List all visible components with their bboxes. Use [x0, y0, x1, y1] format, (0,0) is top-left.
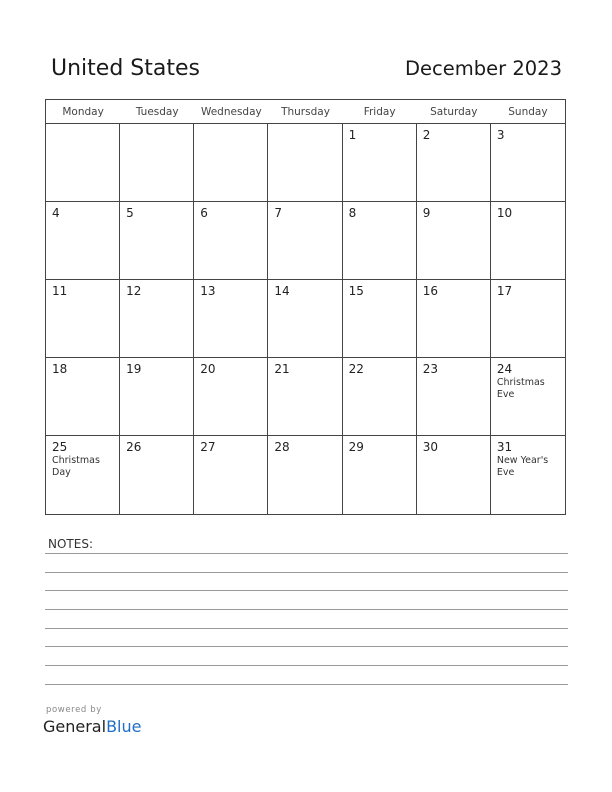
day-cell: [343, 280, 417, 357]
day-number: 16: [422, 284, 438, 298]
day-cell: [120, 280, 194, 357]
notes-line: [45, 628, 568, 629]
day-number: 30: [422, 440, 438, 454]
day-cell: [417, 202, 491, 279]
day-number: 14: [274, 284, 290, 298]
weekday-header: Tuesday: [135, 106, 179, 118]
day-number: 23: [422, 362, 438, 376]
day-number: 5: [126, 206, 134, 220]
holiday-label: Christmas Eve: [496, 377, 545, 400]
day-number: 18: [52, 362, 68, 376]
notes-line: [45, 609, 568, 610]
day-cell: [46, 124, 120, 201]
day-cell: [46, 280, 120, 357]
week-row: [46, 202, 565, 280]
country-title: United States: [51, 56, 200, 81]
day-number: 7: [274, 206, 283, 220]
day-cell: [268, 202, 342, 279]
day-number: 13: [200, 284, 216, 298]
day-cell: [491, 202, 565, 279]
notes-line: [45, 553, 568, 554]
week-row: [46, 358, 565, 436]
day-cell: [194, 436, 268, 514]
day-cell: [46, 436, 120, 514]
holiday-label: New Year's Eve: [496, 455, 549, 478]
notes-line: [45, 684, 568, 685]
day-cell: [343, 358, 417, 435]
day-number: 3: [496, 128, 505, 142]
day-number: 29: [348, 440, 364, 454]
day-cell: [491, 358, 565, 435]
day-cell: [194, 124, 268, 201]
day-cell: [417, 436, 491, 514]
day-number: 31: [496, 440, 513, 454]
day-cell: [343, 436, 417, 514]
brand-name-part2: Blue: [106, 717, 142, 736]
notes-line: [45, 572, 568, 573]
day-cell: [491, 436, 565, 514]
day-cell: [268, 436, 342, 514]
day-number: 26: [126, 440, 142, 454]
weekday-header: Friday: [363, 106, 396, 118]
day-number: 2: [422, 128, 431, 142]
day-number: 22: [348, 362, 364, 376]
day-cell: [46, 202, 120, 279]
weekday-header: Sunday: [508, 106, 548, 118]
day-cell: [343, 124, 417, 201]
day-number: 4: [52, 206, 60, 220]
day-number: 25: [52, 440, 68, 454]
notes-label: NOTES:: [48, 537, 93, 551]
day-cell: [343, 202, 417, 279]
day-number: 10: [496, 206, 513, 220]
day-number: 27: [200, 440, 216, 454]
day-number: 20: [200, 362, 216, 376]
notes-line: [45, 665, 568, 666]
week-row: [46, 436, 565, 514]
day-cell: [194, 358, 268, 435]
day-cell: [120, 358, 194, 435]
day-number: 8: [348, 206, 357, 220]
brand-name-part1: General: [43, 717, 107, 736]
notes-line: [45, 646, 568, 647]
weekday-header-row: [46, 100, 565, 124]
day-cell: [120, 436, 194, 514]
day-number: 6: [200, 206, 208, 220]
day-cell: [417, 124, 491, 201]
day-number: 1: [348, 128, 357, 142]
day-cell: [268, 358, 342, 435]
day-cell: [491, 124, 565, 201]
day-number: 28: [274, 440, 290, 454]
day-cell: [417, 358, 491, 435]
day-number: 19: [126, 362, 142, 376]
month-title: December 2023: [405, 57, 562, 80]
day-number: 11: [52, 284, 68, 298]
day-cell: [194, 280, 268, 357]
notes-line: [45, 590, 568, 591]
day-number: 12: [126, 284, 142, 298]
day-cell: [268, 124, 342, 201]
day-cell: [491, 280, 565, 357]
day-cell: [417, 280, 491, 357]
day-cell: [46, 358, 120, 435]
day-cell: [268, 280, 342, 357]
calendar-grid: [45, 99, 566, 515]
weekday-header: Wednesday: [200, 106, 262, 118]
day-number: 21: [274, 362, 290, 376]
holiday-label: Christmas Day: [52, 455, 100, 478]
week-row: [46, 280, 565, 358]
day-number: 9: [422, 206, 431, 220]
day-cell: [120, 124, 194, 201]
generalblue-logo: [43, 717, 141, 736]
day-number: 15: [348, 284, 364, 298]
weekday-header: Thursday: [281, 106, 330, 118]
powered-by-text: powered by: [46, 705, 102, 715]
day-number: 24: [496, 362, 513, 376]
day-cell: [194, 202, 268, 279]
week-row: [46, 124, 565, 202]
day-cell: [120, 202, 194, 279]
weekday-header: Saturday: [430, 106, 478, 118]
weekday-header: Monday: [62, 106, 104, 118]
day-number: 17: [496, 284, 513, 298]
